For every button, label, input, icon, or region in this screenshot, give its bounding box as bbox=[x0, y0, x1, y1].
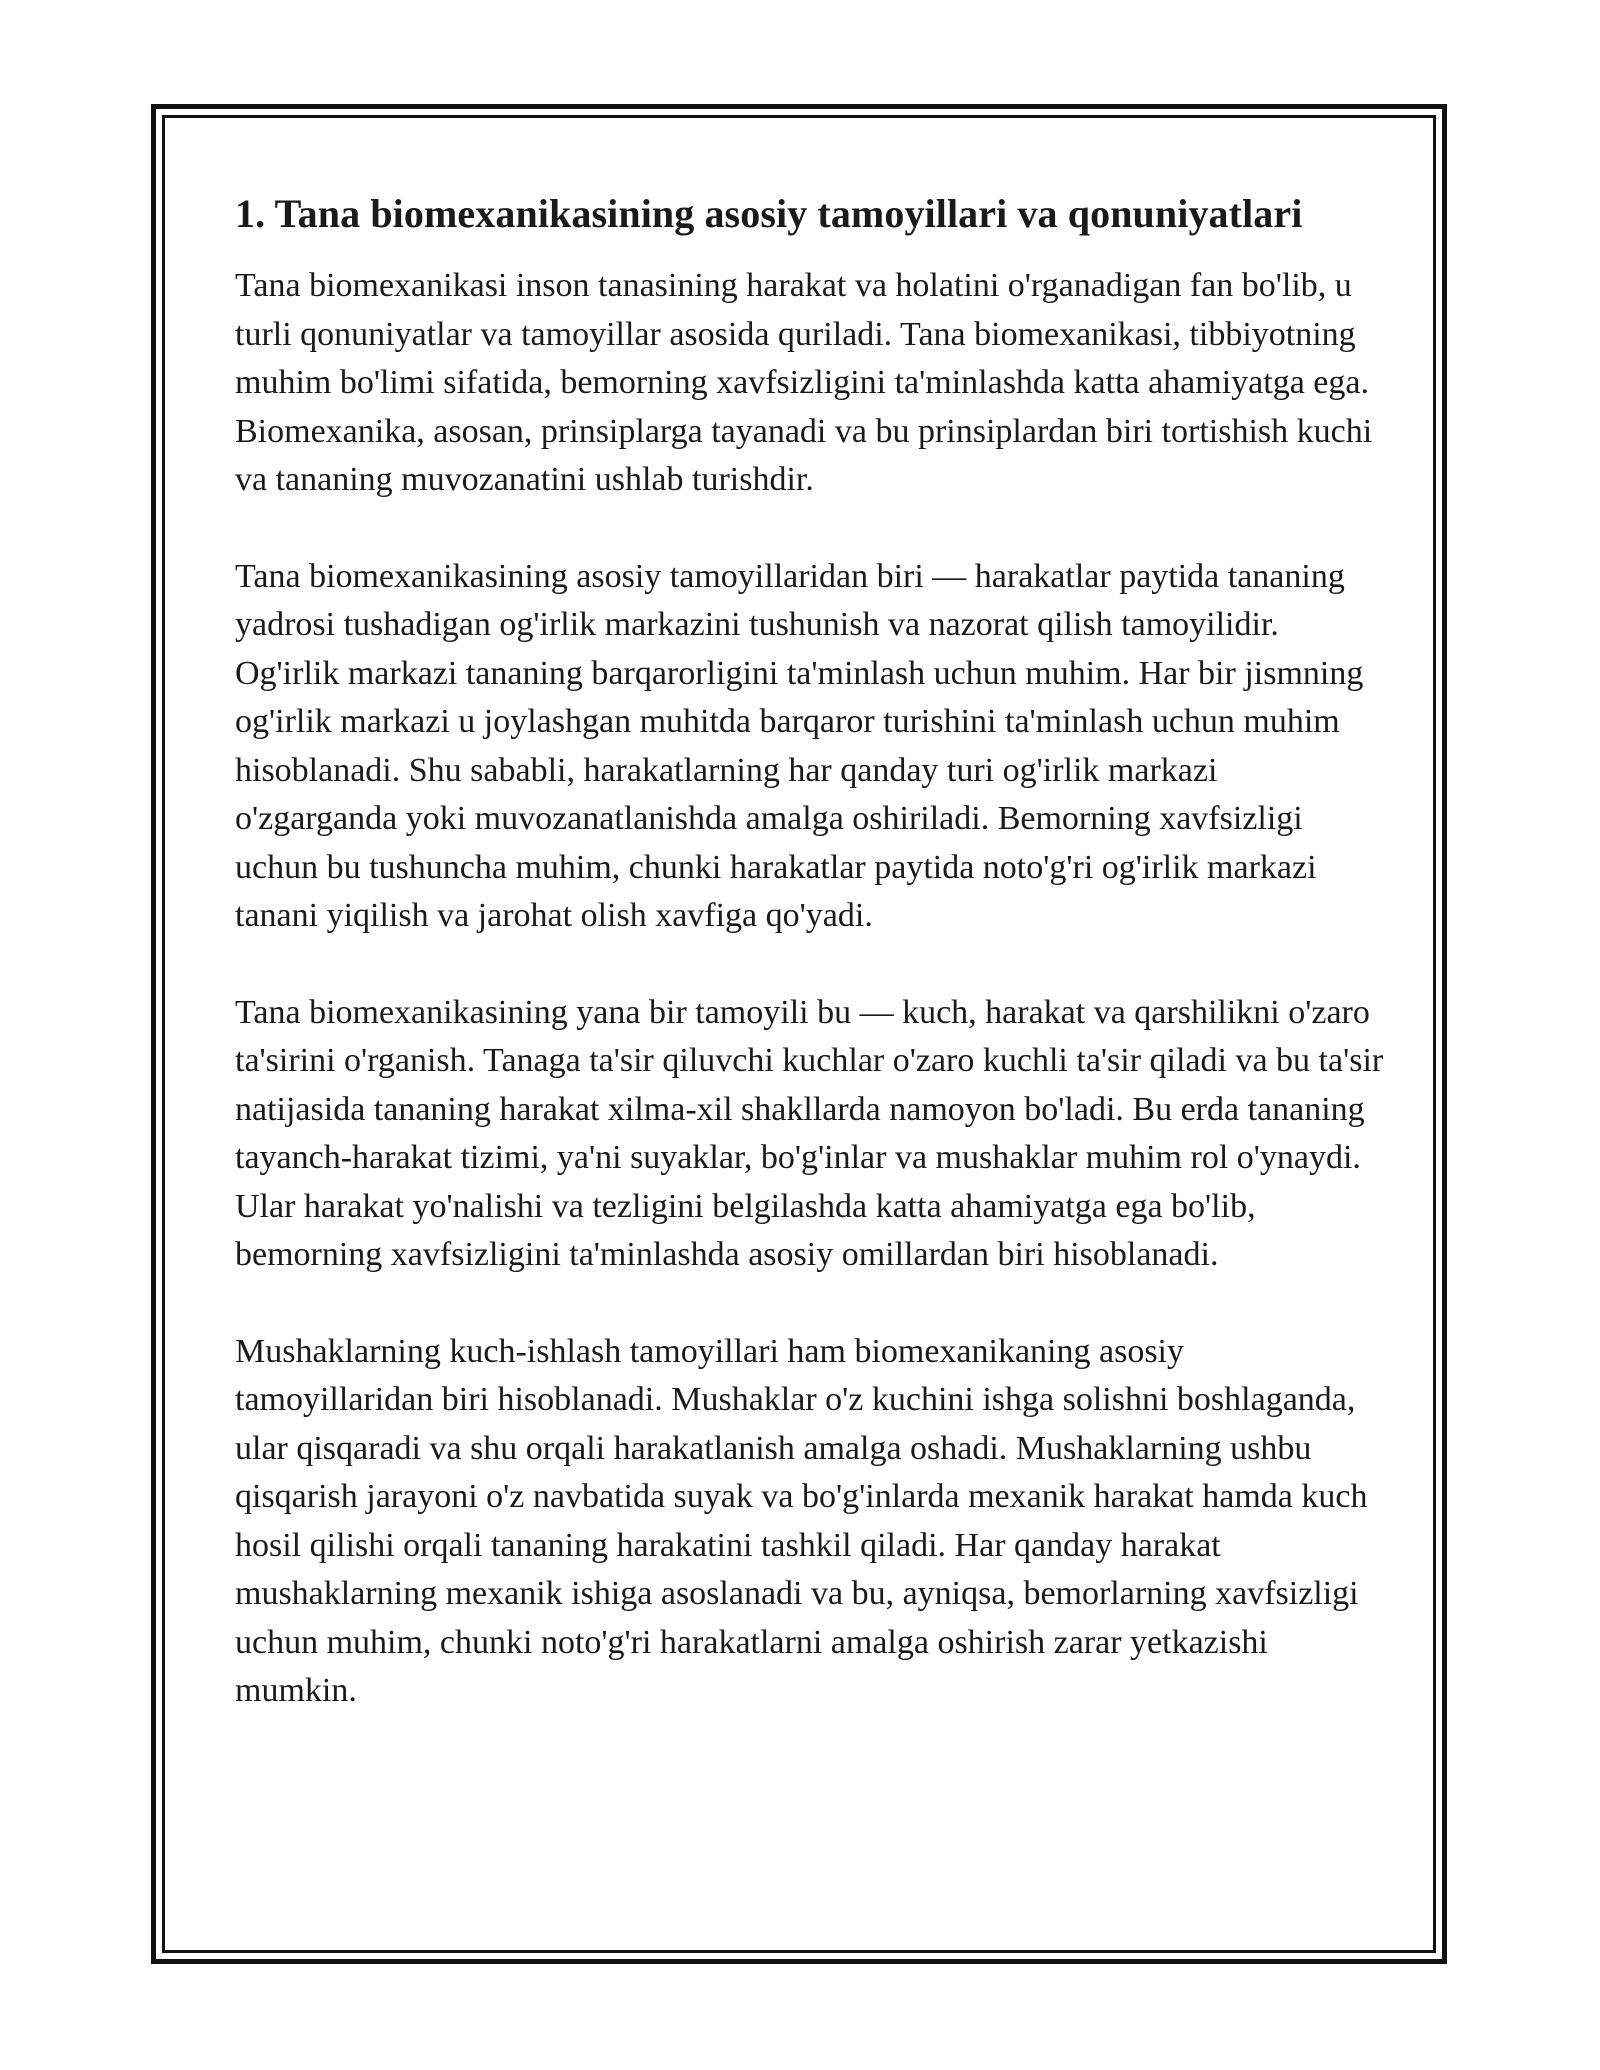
paragraph-3: Tana biomexanikasining yana bir tamoyili bu — kuch, harakat va qarshilikni o'zaro ta'sirini o'rganish. Tanaga ta'sir qiluvchi kuchlar o'zaro kuchli ta'sir qiladi va bu ta'sir natijasida tananing harakat xilma-xil shakllarda namoyon bo'ladi. Bu erda tananing tayanch-harakat tizimi, ya'ni suyaklar, bo'g'inlar va mushaklar muhim rol o'ynaydi. Ular harakat yo'nalishi va tezligini belgilashda katta ahamiyatga ega bo'lib, bemorning xavfsizligini ta'minlashda asosiy omillardan biri hisoblanadi. bbox=[235, 993, 1384, 1273]
document-body bbox=[235, 188, 1385, 1716]
page-border-inner bbox=[162, 115, 1436, 1953]
page-border-outer bbox=[151, 104, 1447, 1964]
section-title: 1. Tana biomexanikasining asosiy tamoyillari va qonuniyatlari bbox=[235, 191, 1303, 236]
paragraph-4: Mushaklarning kuch-ishlash tamoyillari ham biomexanikaning asosiy tamoyillaridan biri hisoblanadi. Mushaklar o'z kuchini ishga solishni boshlaganda, ular qisqaradi va shu orqali harakatlanish amalga oshadi. Mushaklarning ushbu qisqarish jarayoni o'z navbatida suyak va bo'g'inlarda mexanik harakat hamda kuch hosil qilishi orqali tananing harakatini tashkil qiladi. Har qanday harakat mushaklarning mexanik ishiga asoslanadi va bu, ayniqsa, bemorlarning xavfsizligi uchun muhim, chunki noto'g'ri harakatlarni amalga oshirish zarar yetkazishi mumkin. bbox=[235, 1332, 1368, 1709]
paragraph-2: Tana biomexanikasining asosiy tamoyillaridan biri — harakatlar paytida tananing yadrosi tushadigan og'irlik markazini tushunish va nazorat qilish tamoyilidir. Og'irlik markazi tananing barqarorligini ta'minlash uchun muhim. Har bir jismning og'irlik markazi u joylashgan muhitda barqaror turishini ta'minlash uchun muhim hisoblanadi. Shu sababli, harakatlarning har qanday turi og'irlik markazi o'zgarganda yoki muvozanatlanishda amalga oshiriladi. Bemorning xavfsizligi uchun bu tushuncha muhim, chunki harakatlar paytida noto'g'ri og'irlik markazi tanani yiqilish va jarohat olish xavfiga qo'yadi. bbox=[235, 557, 1364, 934]
paragraph-1: Tana biomexanikasi inson tanasining harakat va holatini o'rganadigan fan bo'lib, u turli qonuniyatlar va tamoyillar asosida quriladi. Tana biomexanikasi, tibbiyotning muhim bo'limi sifatida, bemorning xavfsizligini ta'minlashda katta ahamiyatga ega. Biomexanika, asosan, prinsiplarga tayanadi va bu prinsiplardan biri tortishish kuchi va tananing muvozanatini ushlab turishdir. bbox=[235, 267, 1373, 498]
